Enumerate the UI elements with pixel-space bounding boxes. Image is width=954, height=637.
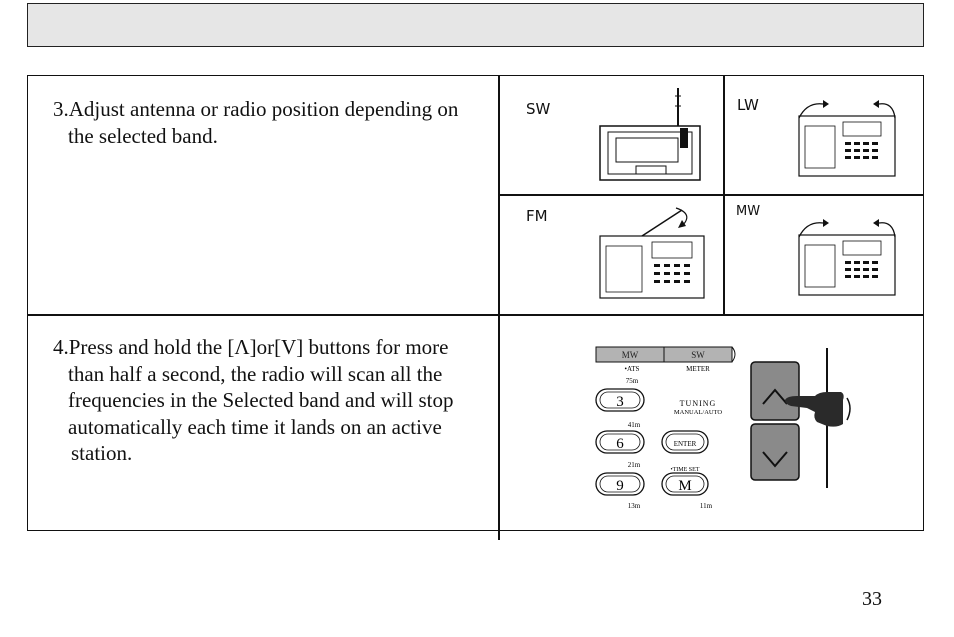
band-grid-divider-vertical <box>723 75 725 315</box>
step-4-text <box>53 334 498 467</box>
key-3: 3 <box>616 394 624 410</box>
table-divider-horizontal <box>27 314 924 316</box>
step-4-line-1: 4.Press and hold the [Λ]or[V] buttons for more <box>53 335 449 359</box>
key-m: M <box>678 478 692 494</box>
step-4-line-4: automatically each time it lands on an active <box>68 414 442 439</box>
step-4-line-5: station. <box>71 441 133 465</box>
key-6: 6 <box>616 436 624 452</box>
sw-key-label: SW <box>691 350 705 360</box>
up-down-buttons-illustration <box>745 348 865 488</box>
key-9: 9 <box>616 478 624 494</box>
label-21m: 21m <box>627 461 641 469</box>
meter-label: METER <box>686 365 710 373</box>
label-75m: 75m <box>625 377 639 385</box>
band-label-lw: LW <box>737 96 759 114</box>
band-label-sw: SW <box>526 100 551 118</box>
manual-auto-label: MANUAL/AUTO <box>673 409 723 416</box>
enter-key: ENTER <box>673 440 697 448</box>
label-13m: 13m <box>627 502 641 510</box>
time-set-label: •TIME SET <box>670 467 700 473</box>
keypad-illustration <box>592 344 742 516</box>
label-41m: 41m <box>627 421 641 429</box>
step-4-line-3: frequencies in the Selected band and will stop <box>68 388 454 412</box>
step-3-text <box>53 96 498 149</box>
table-divider-vertical <box>498 75 500 540</box>
tuning-label: TUNING <box>679 399 717 408</box>
page-number: 33 <box>862 588 882 610</box>
band-label-fm: FM <box>526 207 548 225</box>
step-3-line-1: 3.Adjust antenna or radio position depending on <box>53 97 459 121</box>
label-11m: 11m <box>699 502 713 510</box>
step-3-line-2: the selected band. <box>68 123 218 148</box>
fm-radio-illustration <box>598 206 708 302</box>
lw-radio-illustration <box>793 98 901 180</box>
mw-radio-illustration <box>793 217 901 299</box>
sw-radio-illustration <box>596 86 708 186</box>
band-label-mw: MW <box>736 204 761 219</box>
mw-key-label: MW <box>621 350 639 360</box>
header-bar <box>27 3 924 47</box>
ats-label: •ATS <box>624 365 640 373</box>
step-4-line-2: than half a second, the radio will scan all the <box>68 361 443 386</box>
band-grid-divider-horizontal <box>498 194 924 196</box>
